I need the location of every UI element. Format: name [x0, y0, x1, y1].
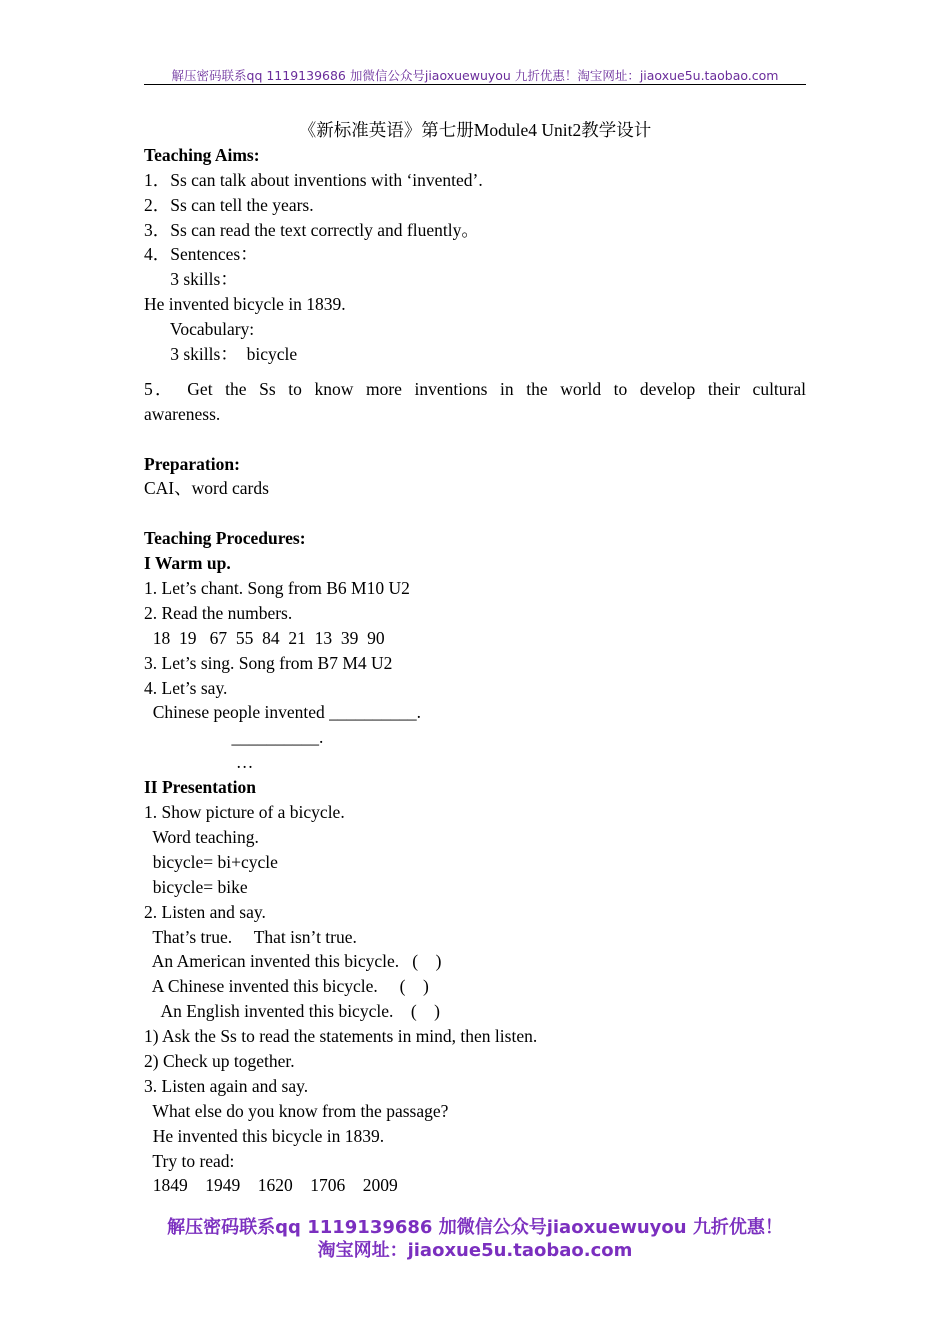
warmup-line: Chinese people invented __________.	[144, 702, 422, 723]
aim-line: 3 skills： bicycle	[144, 344, 298, 365]
presentation-line: Try to read:	[144, 1150, 235, 1171]
presentation-line: An American invented this bicycle. ( )	[144, 951, 442, 972]
spacer	[144, 367, 806, 377]
aim-line: He invented bicycle in 1839.	[144, 294, 346, 315]
warmup-line: 1. Let’s chant. Song from B6 M10 U2	[144, 578, 410, 599]
presentation-line: He invented this bicycle in 1839.	[144, 1125, 385, 1146]
preparation-text: CAI、word cards	[144, 478, 269, 499]
presentation-heading: II Presentation	[144, 777, 256, 798]
presentation-line: 1. Show picture of a bicycle.	[144, 802, 345, 823]
document-title: 《新标准英语》第七册Module4 Unit2教学设计	[298, 120, 652, 140]
presentation-line: bicycle= bike	[144, 876, 248, 897]
presentation-line: 1) Ask the Ss to read the statements in mind, then listen.	[144, 1026, 538, 1047]
aim-line: 3．Ss can read the text correctly and fluently。	[144, 219, 479, 240]
warmup-heading: I Warm up.	[144, 553, 231, 574]
warmup-line: …	[144, 752, 254, 773]
page-footer-watermark	[144, 1216, 806, 1262]
presentation-line: An English invented this bicycle. ( )	[144, 1001, 440, 1022]
presentation-line: What else do you know from the passage?	[144, 1100, 449, 1121]
procedures-heading: Teaching Procedures:	[144, 528, 306, 549]
presentation-line: 2. Listen and say.	[144, 901, 266, 922]
aim-line: Vocabulary:	[144, 319, 255, 340]
footer-line-1: 解压密码联系qq 1119139686 加微信公众号jiaoxuewuyou 九折优惠！	[167, 1217, 783, 1238]
document-body	[144, 118, 806, 1198]
presentation-line: Word teaching.	[144, 826, 259, 847]
aim-line: 1．Ss can talk about inventions with ‘invented’.	[144, 169, 483, 190]
preparation-heading: Preparation:	[144, 453, 240, 474]
warmup-line: __________.	[144, 727, 324, 748]
page-header-watermark: 解压密码联系qq 1119139686 加微信公众号jiaoxuewuyou 九折优惠！淘宝网址：jiaoxue5u.taobao.com	[171, 68, 779, 83]
spacer	[144, 501, 806, 526]
footer-line-2: 淘宝网址：jiaoxue5u.taobao.com	[317, 1240, 633, 1261]
warmup-line: 18 19 67 55 84 21 13 39 90	[144, 627, 385, 648]
aim-line: 4．Sentences：	[144, 244, 258, 265]
presentation-line: A Chinese invented this bicycle. ( )	[144, 976, 429, 997]
warmup-line: 4. Let’s say.	[144, 677, 228, 698]
warmup-line: 2. Read the numbers.	[144, 602, 293, 623]
presentation-line: That’s true. That isn’t true.	[144, 926, 357, 947]
aim-line: 2．Ss can tell the years.	[144, 194, 314, 215]
header-rule	[144, 84, 806, 85]
spacer	[144, 427, 806, 452]
presentation-line: 3. Listen again and say.	[144, 1075, 309, 1096]
teaching-aims-heading: Teaching Aims:	[144, 144, 260, 165]
presentation-line: 1849 1949 1620 1706 2009	[144, 1175, 398, 1196]
warmup-line: 3. Let’s sing. Song from B7 M4 U2	[144, 652, 393, 673]
aim-line: 3 skills：	[144, 269, 238, 290]
aim-5-line-2: awareness.	[144, 403, 221, 424]
aim-5-line-1: 5． Get the Ss to know more inventions in the world to develop their cultural	[144, 378, 806, 399]
presentation-line: 2) Check up together.	[144, 1050, 295, 1071]
presentation-line: bicycle= bi+cycle	[144, 851, 278, 872]
